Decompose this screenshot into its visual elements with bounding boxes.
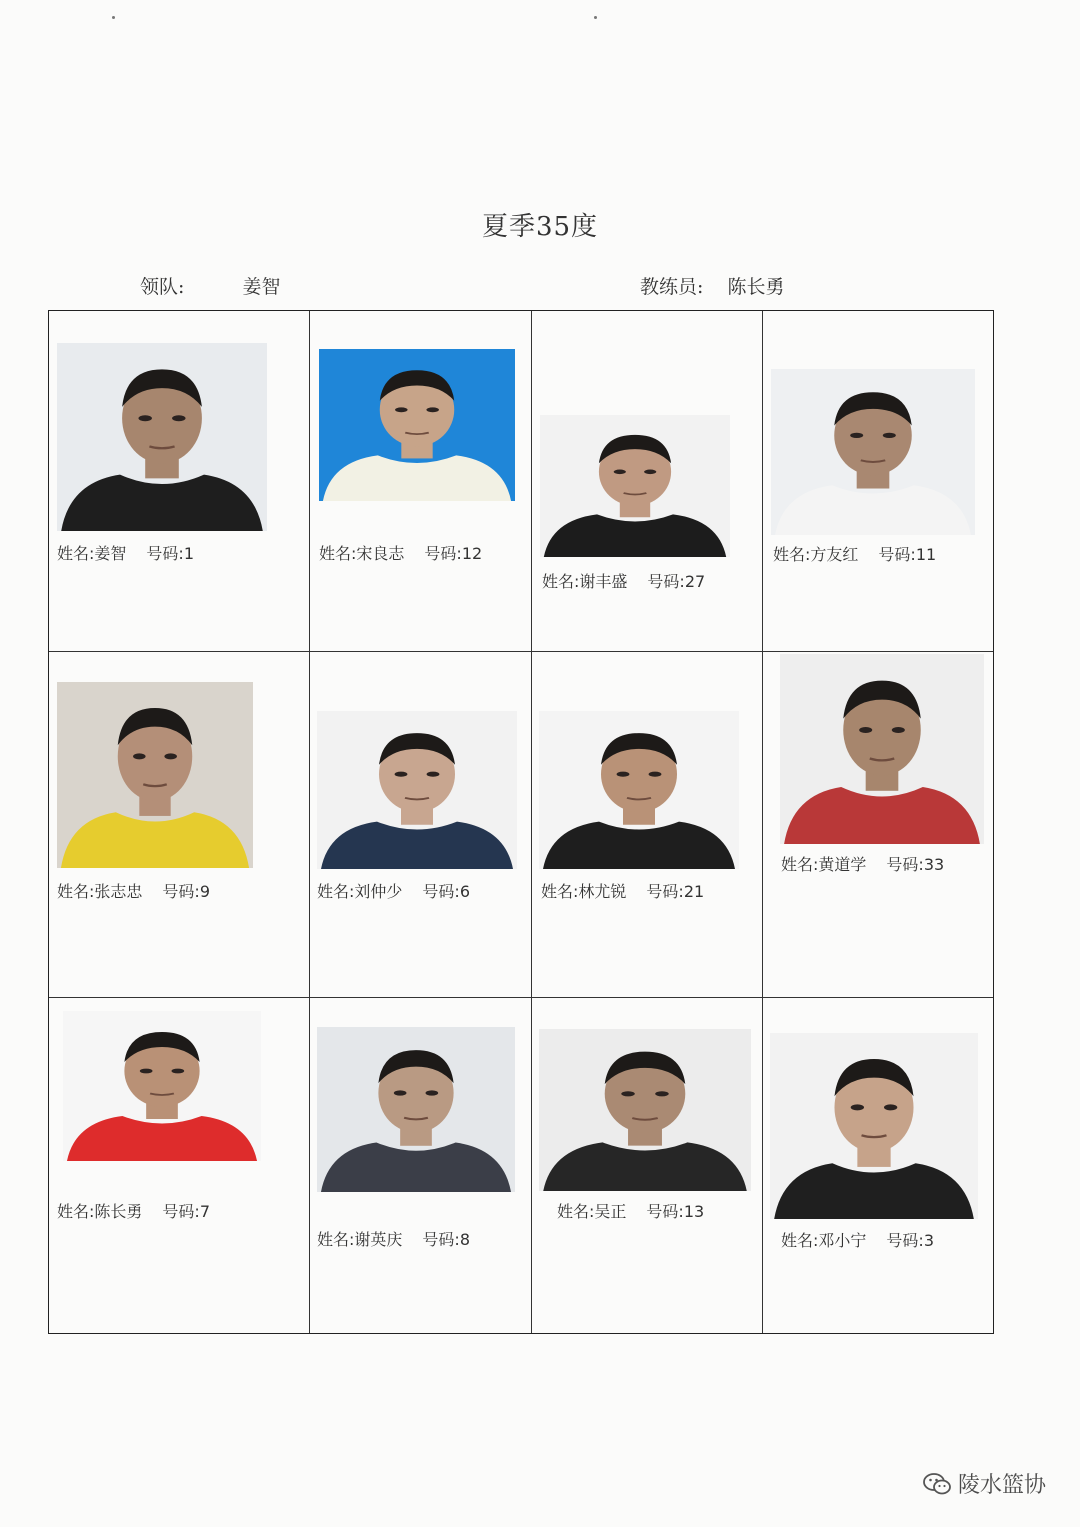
player-caption (557, 1199, 704, 1222)
player-number: 33 (923, 855, 945, 874)
player-photo (771, 369, 975, 535)
page-title: 夏季35度 (481, 212, 599, 242)
player-caption (317, 879, 470, 902)
player-photo (317, 1027, 515, 1192)
player-name: 谢英庆 (354, 1230, 403, 1249)
player-photo (57, 682, 253, 868)
grid-line (49, 997, 993, 998)
player-number: 1 (183, 544, 195, 563)
player-photo (539, 711, 739, 869)
watermark-text: 陵水篮协 (957, 1473, 1046, 1498)
player-name: 林尤锐 (578, 882, 627, 901)
name-label: 姓名: (317, 882, 355, 901)
player-number: 21 (683, 882, 705, 901)
leader-name: 姜智 (242, 276, 281, 298)
number-label: 号码: (647, 572, 685, 591)
name-label: 姓名: (57, 1202, 95, 1221)
scan-speck (594, 16, 597, 19)
player-caption (781, 1228, 934, 1251)
player-number: 13 (683, 1202, 705, 1221)
number-label: 号码: (646, 882, 684, 901)
player-name: 谢丰盛 (579, 572, 628, 591)
player-caption (317, 1227, 470, 1250)
name-label: 姓名: (541, 882, 579, 901)
player-number: 12 (461, 544, 483, 563)
number-label: 号码: (886, 855, 924, 874)
player-number: 3 (923, 1231, 935, 1250)
grid-line (531, 311, 532, 1333)
grid-line (49, 651, 993, 652)
player-caption (542, 569, 705, 592)
name-label: 姓名: (319, 544, 357, 563)
coach-line (640, 272, 784, 299)
name-label: 姓名: (781, 855, 819, 874)
player-name: 姜智 (94, 544, 127, 563)
player-number: 27 (684, 572, 706, 591)
player-name: 邓小宁 (818, 1231, 867, 1250)
coach-label: 教练员: (640, 276, 704, 298)
number-label: 号码: (422, 1230, 460, 1249)
player-caption (57, 541, 194, 564)
player-caption (541, 879, 704, 902)
name-label: 姓名: (773, 545, 811, 564)
player-name: 黄道学 (818, 855, 867, 874)
player-photo (540, 415, 730, 557)
number-label: 号码: (424, 544, 462, 563)
player-photo (780, 654, 984, 844)
player-caption (57, 1199, 210, 1222)
player-caption (319, 541, 482, 564)
leader-line (140, 272, 280, 299)
number-label: 号码: (878, 545, 916, 564)
number-label: 号码: (162, 1202, 200, 1221)
coach-name: 陈长勇 (727, 276, 785, 298)
player-caption (773, 542, 936, 565)
player-name: 张志忠 (94, 882, 143, 901)
player-number: 7 (199, 1202, 211, 1221)
name-label: 姓名: (542, 572, 580, 591)
player-photo (317, 711, 517, 869)
player-number: 11 (915, 545, 937, 564)
player-number: 6 (459, 882, 471, 901)
name-label: 姓名: (57, 544, 95, 563)
player-caption (781, 852, 944, 875)
name-label: 姓名: (317, 1230, 355, 1249)
player-number: 9 (199, 882, 211, 901)
player-photo (319, 349, 515, 501)
number-label: 号码: (646, 1202, 684, 1221)
grid-line (309, 311, 310, 1333)
player-name: 吴正 (594, 1202, 627, 1221)
player-name: 刘仲少 (354, 882, 403, 901)
player-photo (57, 343, 267, 531)
name-label: 姓名: (557, 1202, 595, 1221)
number-label: 号码: (886, 1231, 924, 1250)
roster-table (48, 310, 994, 1334)
player-photo (770, 1033, 978, 1219)
player-photo (63, 1011, 261, 1161)
watermark (922, 1468, 1046, 1499)
grid-line (762, 311, 763, 1333)
number-label: 号码: (422, 882, 460, 901)
name-label: 姓名: (57, 882, 95, 901)
player-name: 宋良志 (356, 544, 405, 563)
leader-label: 领队: (140, 276, 185, 298)
number-label: 号码: (146, 544, 184, 563)
player-caption (57, 879, 210, 902)
wechat-icon (922, 1471, 952, 1497)
number-label: 号码: (162, 882, 200, 901)
player-number: 8 (459, 1230, 471, 1249)
player-photo (539, 1029, 751, 1191)
scan-speck (112, 16, 115, 19)
player-name: 方友红 (810, 545, 859, 564)
player-name: 陈长勇 (94, 1202, 143, 1221)
name-label: 姓名: (781, 1231, 819, 1250)
